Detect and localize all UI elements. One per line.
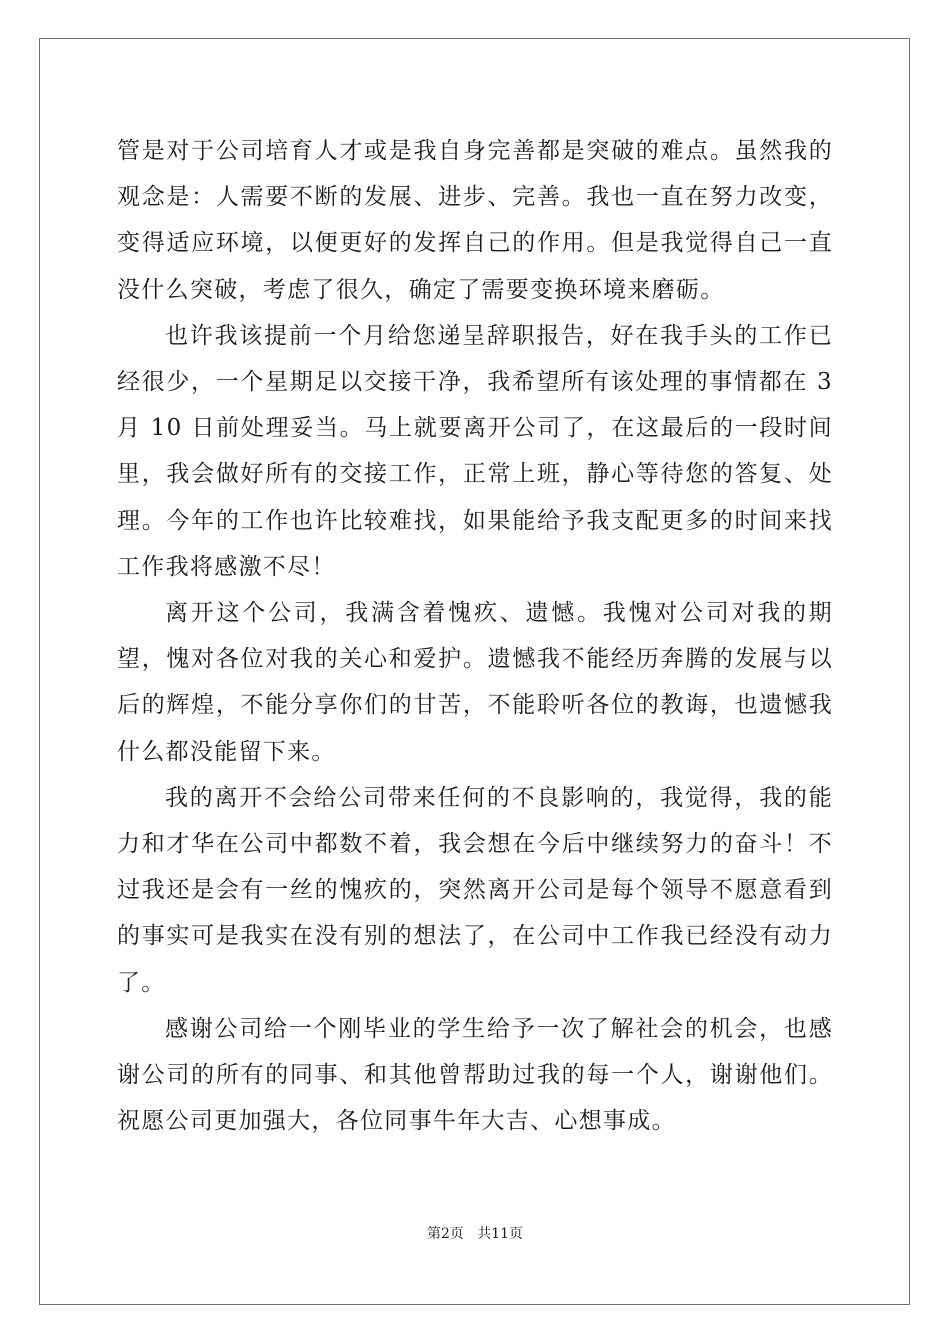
paragraph-1: 管是对于公司培育人才或是我自身完善都是突破的难点。虽然我的观念是：人需要不断的发展、进步、完善。我也一直在努力改变，变得适应环境，以便更好的发挥自己的作用。但是我觉得自己一直没什么突破，考虑了很久，确定了需要变换环境来磨砺。 — [117, 138, 833, 303]
page-number-footer: 第2页 共11页 — [426, 1226, 524, 1242]
paragraph-4: 我的离开不会给公司带来任何的不良影响的，我觉得，我的能力和才华在公司中都数不着，我会想在今后中继续努力的奋斗！不过我还是会有一丝的愧疚的，突然离开公司是每个领导不愿意看到的事实可是我实在没有别的想法了，在公司中工作我已经没有动力了。 — [117, 784, 833, 996]
paragraph-3: 离开这个公司，我满含着愧疚、遗憾。我愧对公司对我的期望，愧对各位对我的关心和爱护。遗憾我不能经历奔腾的发展与以后的辉煌，不能分享你们的甘苦，不能聆听各位的教诲，也遗憾我什么都没能留下来。 — [117, 600, 833, 765]
paragraph-2: 也许我该提前一个月给您递呈辞职报告，好在我手头的工作已经很少，一个星期足以交接干净，我希望所有该处理的事情都在 3 月 10 日前处理妥当。马上就要离开公司了，在这最后的一段时间里，我会做好所有的交接工作，正常上班，静心等待您的答复、处理。今年的工作也许比较难找，如果能给予我支配更多的时间来找工作我将感激不尽！ — [117, 322, 833, 580]
document-body — [117, 128, 833, 1144]
paragraph-5: 感谢公司给一个刚毕业的学生给予一次了解社会的机会，也感谢公司的所有的同事、和其他曾帮助过我的每一个人，谢谢他们。祝愿公司更加强大，各位同事牛年大吉、心想事成。 — [117, 1015, 833, 1135]
